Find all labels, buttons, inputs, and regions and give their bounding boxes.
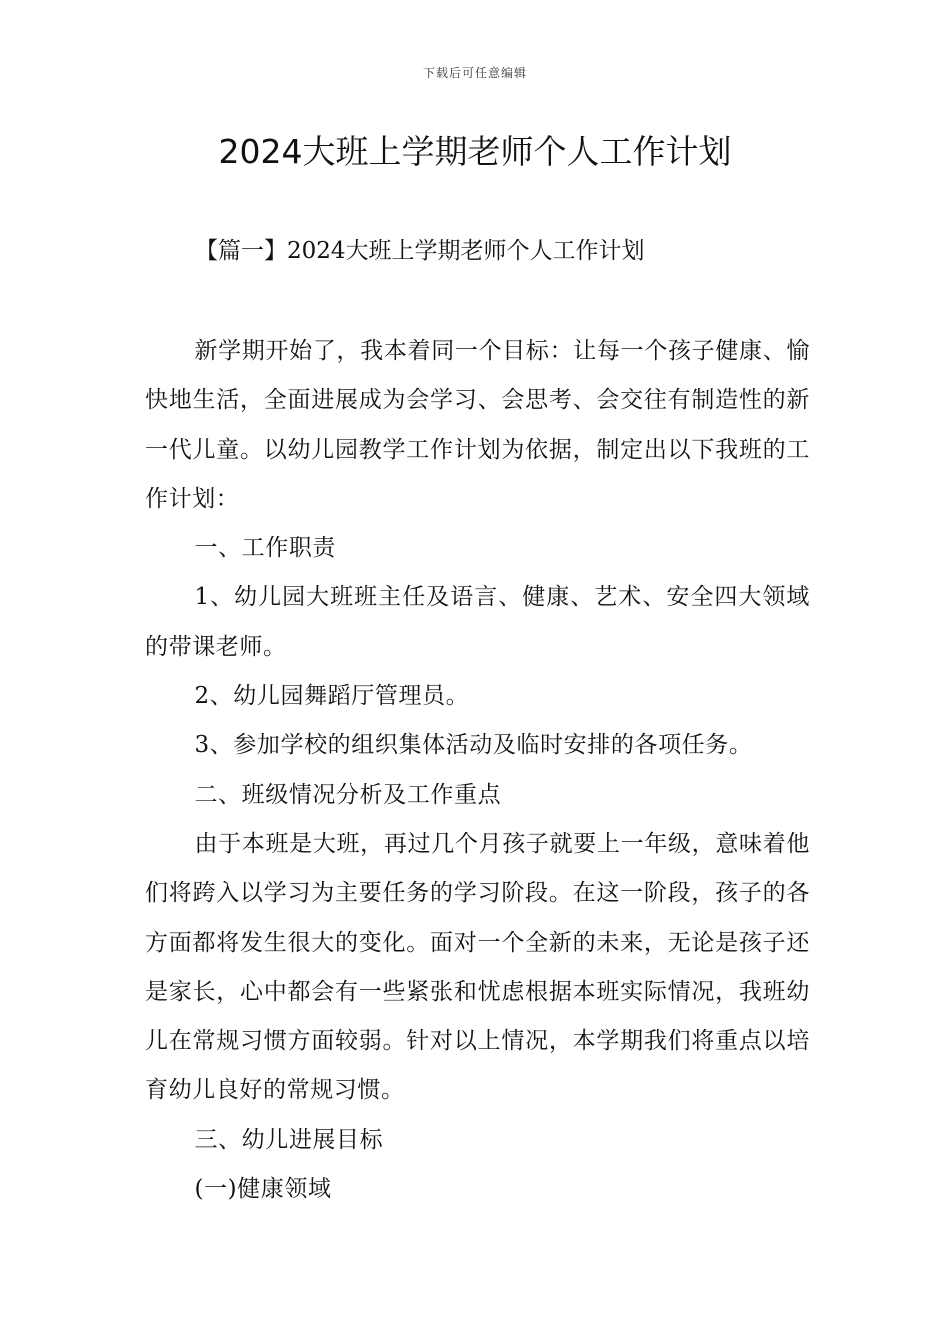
page-header-note: 下载后可任意编辑 xyxy=(422,66,527,80)
document-title: 2024大班上学期老师个人工作计划 xyxy=(218,132,732,171)
list-item-duty-1: 1、幼儿园大班班主任及语言、健康、艺术、安全四大领域的带课老师。 xyxy=(145,584,810,660)
subheading-class-analysis: 二、班级情况分析及工作重点 xyxy=(194,781,502,808)
class-analysis-paragraph: 由于本班是大班，再过几个月孩子就要上一年级，意味着他们将跨入以学习为主要任务的学习阶段。在这一阶段，孩子的各方面都将发生很大的变化。面对一个全新的未来，无论是孩子还是家长，心中都会有一些紧张和忧虑根据本班实际情况，我班幼儿在常规习惯方面较弱。针对以上情况，本学期我们将重点以培育幼儿良好的常规习惯。 xyxy=(145,830,810,1104)
section-heading: 【篇一】2024大班上学期老师个人工作计划 xyxy=(195,238,645,264)
document-body xyxy=(145,327,810,1214)
list-item-duty-3: 3、参加学校的组织集体活动及临时安排的各项任务。 xyxy=(194,732,753,759)
subheading-work-duties: 一、工作职责 xyxy=(194,535,337,562)
subheading-development-goals: 三、幼儿进展目标 xyxy=(194,1126,384,1153)
intro-paragraph: 新学期开始了，我本着同一个目标：让每一个孩子健康、愉快地生活，全面进展成为会学习、会思考、会交往有制造性的新一代儿童。以幼儿园教学工作计划为依据，制定出以下我班的工作计划： xyxy=(145,338,810,512)
list-item-duty-2: 2、幼儿园舞蹈厅管理员。 xyxy=(194,683,470,710)
subheading-health-domain: (一)健康领域 xyxy=(194,1176,332,1203)
